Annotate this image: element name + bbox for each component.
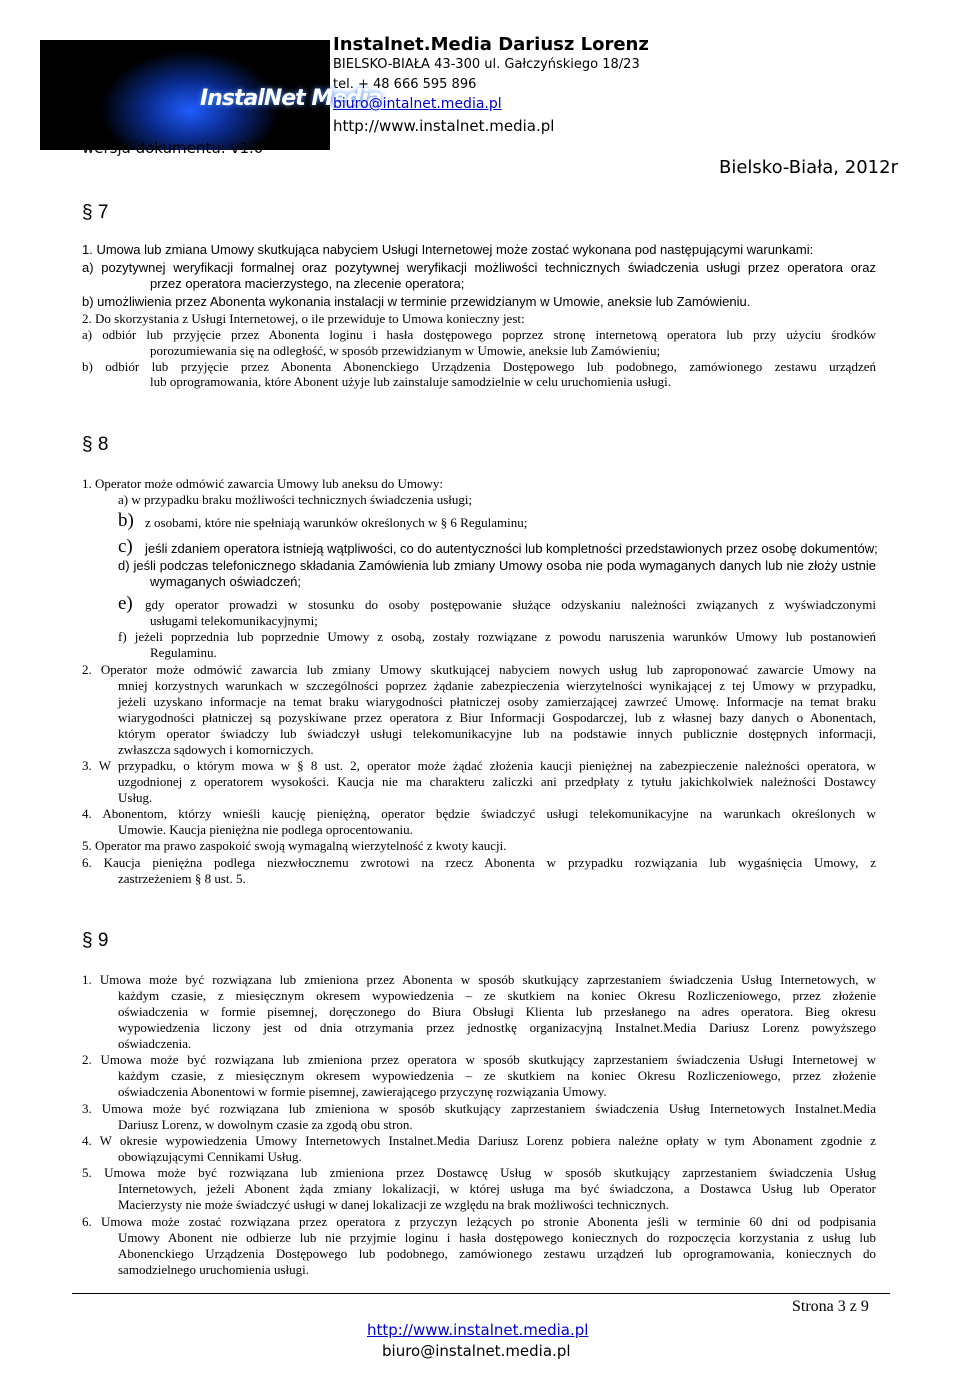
section-heading: § 9 [82,930,109,951]
text-line: Dariusz Lorenz, w dowolnym czasie za zgodą obu stron. [118,1117,413,1132]
text-line: każdym czasie, z miesięcznym okresem wypowiedzenia – ze skutkiem na koniec Okresu Rozliczeniowego, przez złożenie [118,1068,876,1083]
company-website[interactable]: http://www.instalnet.media.pl [333,117,555,135]
text-line: 1. Umowa lub zmiana Umowy skutkująca nabyciem Usługi Internetowej może zostać wykonana pod następującymi warunkami: [82,242,814,257]
text-line: oświadczenia Abonentowi w formie pisemnej, zawierającego przyczynę rozwiązania Umowy. [118,1084,607,1099]
text-line: porozumiewania się na odległość, w sposób przewidzianym w Umowie, aneksie lub Zamówieniu; [150,343,661,358]
document-version: wersja dokumentu: v1.0 [82,139,264,157]
company-phone: tel. + 48 666 595 896 [333,77,477,92]
text-line: 3. W przypadku, o którym mowa w § 8 ust. 2, operator może żądać złożenia kaucji pieniężnej na zabezpieczenie należności operatora, w [82,758,876,773]
text-line: 3. Umowa może być rozwiązana lub zmieniona w sposób skutkujący zaprzestaniem świadczenia Usług Internetowych Instalnet.Media [82,1101,876,1116]
page-number: Strona 3 z 9 [792,1298,869,1315]
text-line: gdy operator prowadzi w stosunku do osoby postępowanie służące odzyskaniu należności związanych z wyświadczonymi [145,597,876,612]
place-and-date: Bielsko-Biała, 2012r [719,157,898,178]
text-line: Macierzysty nie może świadczyć usługi w danej lokalizacji ze względu na brak możliwości technicznych. [118,1197,669,1212]
text-line: samodzielnego uruchomienia usługi. [118,1262,309,1277]
text-line: 5. Umowa może być rozwiązana lub zmieniona przez Dostawcę Usług w sposób skutkujący zaprzestaniem świadczenia Usług [82,1165,876,1180]
text-line: jeśli zdaniem operatora istnieją wątpliwości, co do autentyczności lub kompletności przedstawionych przez osobę dokumentów; [145,541,878,556]
company-name: Instalnet.Media Dariusz Lorenz [333,34,649,55]
text-line: zwłaszcza sądowych i komorniczych. [118,742,314,757]
text-line: 1. Operator może odmówić zawarcia Umowy lub aneksu do Umowy: [82,476,444,491]
text-line: obowiązującymi Cennikami Usług. [118,1149,302,1164]
text-line: 4. W okresie wypowiedzenia Umowy Internetowych Instalnet.Media Dariusz Lorenz pobiera należne opłaty w tym Abonament zgodnie z [82,1133,876,1148]
section-heading: § 7 [82,202,109,223]
footer-email[interactable]: biuro@instalnet.media.pl [382,1342,571,1360]
text-line: a) pozytywnej weryfikacji formalnej oraz pozytywnej weryfikacji możliwości technicznych świadczenia usługi przez operatora oraz [82,260,876,275]
list-marker: c) [118,536,133,557]
text-line: oświadczenia w formie pisemnej, doręczonego do Biura Obsługi Klienta lub przesłanego na adres operatora. Bieg okresu [118,1004,876,1019]
text-line: mniej korzystnych warunkach w szczególności poprzez żądanie zabezpieczenia wierzytelności wynikającej z tej Umowy w przypadku, [118,678,876,693]
company-email-link[interactable]: biuro@intalnet.media.pl [333,96,502,112]
text-line: Umowie. Kaucja pieniężna nie podlega oprocentowaniu. [118,822,413,837]
section-heading: § 8 [82,434,109,455]
company-logo [40,40,382,150]
text-line: Regulaminu. [150,645,217,660]
text-line: b) umożliwienia przez Abonenta wykonania instalacji w terminie przewidzianym w Umowie, aneksie lub Zamówieniu. [82,294,751,309]
text-line: f) jeżeli poprzednia lub poprzednie Umowy z osobą, zostały rozwiązane z powodu naruszenia warunków Umowy lub postanowień [118,629,876,644]
footer-divider [72,1293,890,1294]
text-line: Abonenckiego Urządzenia Dostępowego lub podobnego, zamówionego zestawu urządzeń lub oprogramowania, koniecznych do [118,1246,876,1261]
text-line: oświadczenia. [118,1036,192,1051]
text-line: Internetowych, jeżeli Abonent żąda zmiany lokalizacji, w której usługa ma być świadczona, a Dostawca Usług lub Operator [118,1181,876,1196]
text-line: wymaganych oświadczeń; [150,574,302,589]
logo-text: InstalNet Media [200,86,382,111]
text-line: lub oprogramowania, które Abonent użyje lub zainstaluje samodzielnie w celu uruchomienia usługi. [150,374,671,389]
text-line: 2. Do skorzystania z Usługi Internetowej, o ile przewiduje to Umowa konieczny jest: [82,311,525,326]
text-line: którym operator świadczy lub świadczył usługi telekomunikacyjne lub na podstawie innych publicznie dostępnych informacji, [118,726,876,741]
text-line: wiarygodności płatniczej są pozyskiwane przez operatora z Biur Informacji Gospodarczej, lub z własnej bazy danych o Abonentach, [118,710,876,725]
text-line: usługami telekomunikacyjnymi; [150,613,318,628]
text-line: Usług. [118,790,153,805]
text-line: d) jeśli podczas telefonicznego składania Zamówienia lub zmiany Umowy osoba nie poda wymaganych danych lub nie złoży ustnie [118,558,876,573]
text-line: uzgodnionej z operatorem wysokości. Kaucja nie ma charakteru zaliczki ani przedpłaty z tytułu jakichkolwiek należności Dostawcy [118,774,876,789]
text-line: b) odbiór lub przyjęcie przez Abonenta Abonenckiego Urządzenia Dostępowego lub podobnego, zamówionego zestawu urządzeń [82,359,876,374]
footer-website-link[interactable]: http://www.instalnet.media.pl [367,1321,589,1339]
text-line: 4. Abonentom, którzy wnieśli kaucję pieniężną, operator będzie świadczyć usługi telekomunikacyjne na warunkach określonych w [82,806,876,821]
text-line: z osobami, które nie spełniają warunków określonych w § 6 Regulaminu; [145,515,528,530]
text-line: Umowy Abonent nie odbierze lub nie przyjmie loginu i hasła dostępowego koniecznych do rozpoczęcia korzystania z usług lub [118,1230,876,1245]
list-marker: e) [118,593,133,614]
text-line: a) odbiór lub przyjęcie przez Abonenta loginu i hasła dostępowego poprzez stronę internetową operatora lub przy użyciu środków [82,327,876,342]
text-line: wypowiedzenia liczony jest od dnia otrzymania przez jednostkę organizacyjną Instalnet.Media Dariusz Lorenz powyższego [118,1020,876,1035]
text-line: jeżeli uzyskano informacje na temat braku wiarygodności płatniczej osoby zamierzającej zawrzeć Umowę. Informacje na temat braku [118,694,876,709]
text-line: a) w przypadku braku możliwości technicznych świadczenia usługi; [118,492,473,507]
text-line: 6. Kaucja pieniężna podlega niezwłocznemu zwrotowi na rzecz Abonenta w przypadku rozwiązania lub wygaśnięcia Umowy, z [82,855,876,870]
text-line: zastrzeżeniem § 8 ust. 5. [118,871,246,886]
text-line: 1. Umowa może być rozwiązana lub zmieniona przez Abonenta w sposób skutkujący zaprzestaniem świadczenia Usług Internetowych, w [82,972,876,987]
text-line: 2. Operator może odmówić zawarcia lub zmiany Umowy skutkującej nabyciem nowych usług lub zaproponować zawarcie Umowy na [82,662,876,677]
text-line: 2. Umowa może być rozwiązana lub zmieniona przez operatora w sposób skutkujący zaprzestaniem świadczenia Usługi Internetowej w [82,1052,876,1067]
company-address: BIELSKO-BIAŁA 43-300 ul. Gałczyńskiego 18/23 [333,57,640,72]
text-line: 5. Operator ma prawo zaspokoić swoją wymagalną wierzytelność z kwoty kaucji. [82,838,507,853]
text-line: każdym czasie, z miesięcznym okresem wypowiedzenia – ze skutkiem na koniec Okresu Rozliczeniowego, przez złożenie [118,988,876,1003]
text-line: przez operatora macierzystego, na zlecenie operatora; [150,276,465,291]
text-line: 6. Umowa może zostać rozwiązana przez operatora z przyczyn leżących po stronie Abonenta jeśli w terminie 60 dni od podpisania [82,1214,876,1229]
list-marker: b) [118,510,134,531]
